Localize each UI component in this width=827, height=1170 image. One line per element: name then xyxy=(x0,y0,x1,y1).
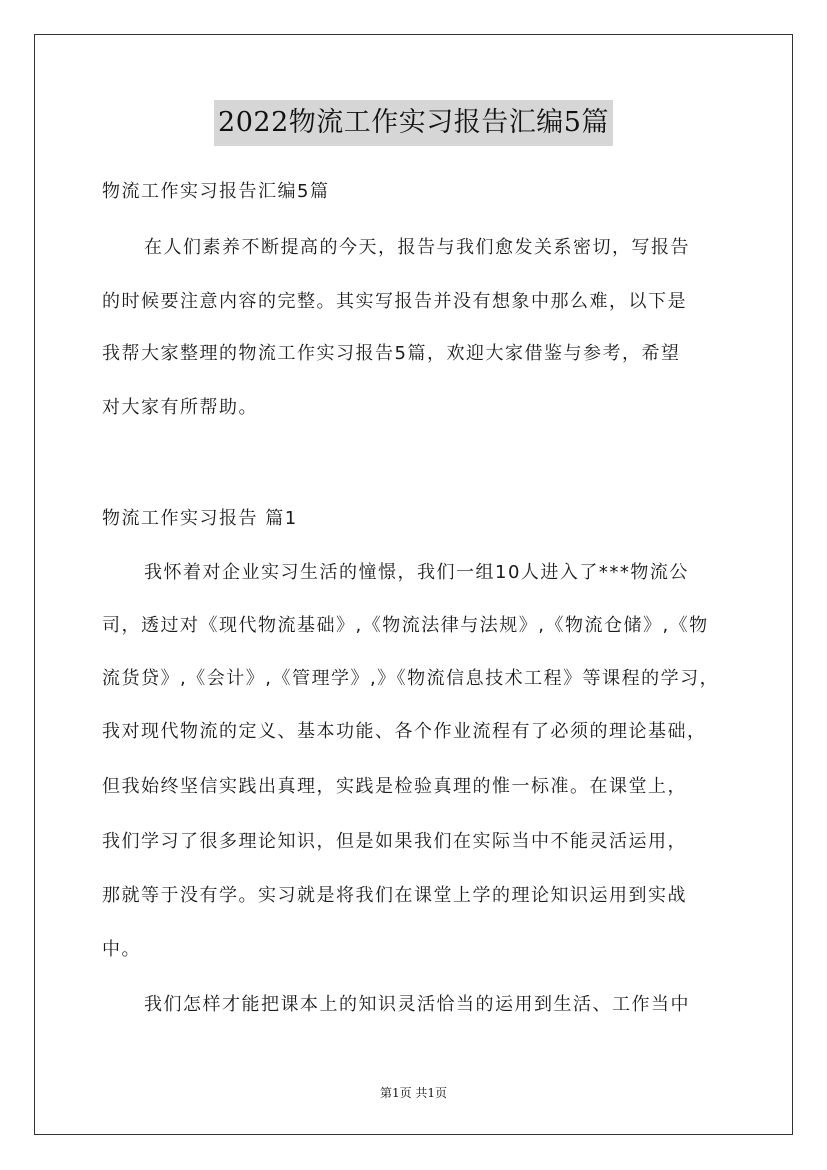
document-subtitle: 物流工作实习报告汇编5篇 xyxy=(102,181,330,202)
section-heading: 物流工作实习报告 篇1 xyxy=(102,508,298,529)
body-line: 我对现代物流的定义、基本功能、各个作业流程有了必须的理论基础， xyxy=(102,721,707,742)
body-line: 我怀着对企业实习生活的憧憬，我们一组10人进入了***物流公 xyxy=(144,562,689,583)
body-line: 流货贷》,《会计》,《管理学》,》《物流信息技术工程》等课程的学习， xyxy=(102,668,720,689)
body-line: 中。 xyxy=(102,939,141,960)
body-line: 我们学习了很多理论知识，但是如果我们在实际当中不能灵活运用， xyxy=(102,831,687,852)
page-number: 第1页 共1页 xyxy=(379,1086,448,1100)
body-line: 司，透过对《现代物流基础》,《物流法律与法规》,《物流仓储》,《物 xyxy=(102,615,709,636)
body-line: 我们怎样才能把课本上的知识灵活恰当的运用到生活、工作当中 xyxy=(144,994,690,1015)
intro-line: 的时候要注意内容的完整。其实写报告并没有想象中那么难，以下是 xyxy=(102,291,687,312)
document-title: 2022物流工作实习报告汇编5篇 xyxy=(214,100,613,146)
intro-line: 在人们素养不断提高的今天，报告与我们愈发关系密切，写报告 xyxy=(144,237,690,258)
intro-line: 我帮大家整理的物流工作实习报告5篇，欢迎大家借鉴与参考，希望 xyxy=(102,343,681,364)
body-line: 但我始终坚信实践出真理，实践是检验真理的惟一标准。在课堂上， xyxy=(102,776,687,797)
body-line: 那就等于没有学。实习就是将我们在课堂上学的理论知识运用到实战 xyxy=(102,885,687,906)
intro-line: 对大家有所帮助。 xyxy=(102,397,258,418)
